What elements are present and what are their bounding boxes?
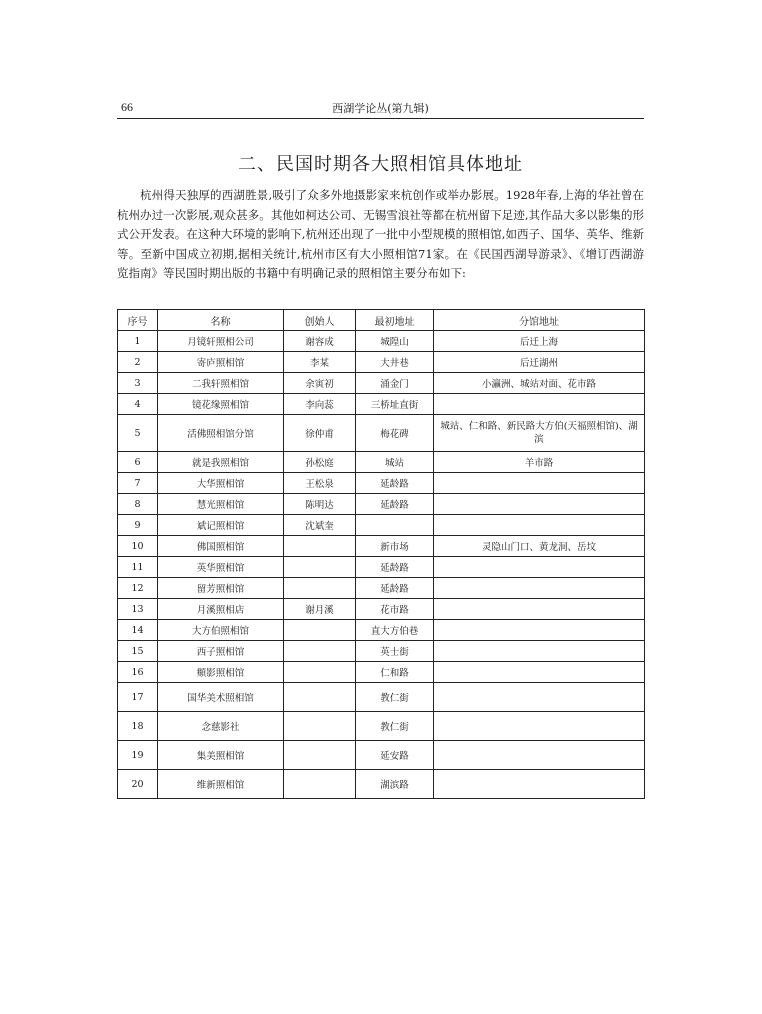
cell-branch-address: [434, 557, 645, 578]
cell-founder: 余寅初: [284, 373, 356, 394]
cell-founder: 李某: [284, 352, 356, 373]
cell-founder: [284, 641, 356, 662]
body-paragraph-container: [117, 186, 644, 284]
cell-index: 19: [118, 741, 158, 770]
cell-name: 二我轩照相馆: [158, 373, 284, 394]
cell-branch-address: [434, 494, 645, 515]
cell-branch-address: [434, 515, 645, 536]
header-name: 名称: [158, 310, 284, 331]
cell-original-address: 城站: [356, 452, 434, 473]
table-row: [118, 452, 645, 473]
cell-name: 大华照相馆: [158, 473, 284, 494]
cell-index: 9: [118, 515, 158, 536]
header-index: 序号: [118, 310, 158, 331]
cell-branch-address: 后迁湖州: [434, 352, 645, 373]
header-original-address: 最初地址: [356, 310, 434, 331]
cell-original-address: 花市路: [356, 599, 434, 620]
table-row: [118, 599, 645, 620]
table-row: [118, 494, 645, 515]
table-row: [118, 394, 645, 415]
running-title: 西湖学论丛(第九辑): [332, 102, 429, 115]
cell-original-address: 延龄路: [356, 473, 434, 494]
table-row: [118, 770, 645, 799]
studio-address-table: [117, 309, 645, 799]
cell-original-address: 延龄路: [356, 494, 434, 515]
cell-index: 7: [118, 473, 158, 494]
cell-name: 月镜轩照相公司: [158, 331, 284, 352]
cell-founder: 徐仲甫: [284, 415, 356, 452]
table-row: [118, 331, 645, 352]
cell-original-address: 涌金门: [356, 373, 434, 394]
cell-index: 20: [118, 770, 158, 799]
table-row: [118, 473, 645, 494]
cell-name: 佛国照相馆: [158, 536, 284, 557]
cell-branch-address: [434, 712, 645, 741]
cell-name: 大方伯照相馆: [158, 620, 284, 641]
cell-original-address: 教仁街: [356, 712, 434, 741]
cell-index: 8: [118, 494, 158, 515]
cell-founder: [284, 662, 356, 683]
cell-name: 頫影照相馆: [158, 662, 284, 683]
cell-name: 寄庐照相馆: [158, 352, 284, 373]
cell-branch-address: [434, 394, 645, 415]
cell-original-address: 新市场: [356, 536, 434, 557]
cell-name: 就是我照相馆: [158, 452, 284, 473]
cell-original-address: 直大方伯巷: [356, 620, 434, 641]
cell-original-address: 教仁街: [356, 683, 434, 712]
table-row: [118, 578, 645, 599]
cell-branch-address: [434, 599, 645, 620]
cell-name: 国华美术照相馆: [158, 683, 284, 712]
cell-branch-address: [434, 683, 645, 712]
cell-original-address: 延安路: [356, 741, 434, 770]
cell-name: 西子照相馆: [158, 641, 284, 662]
cell-name: 斌记照相馆: [158, 515, 284, 536]
cell-index: 1: [118, 331, 158, 352]
cell-founder: [284, 712, 356, 741]
cell-name: 英华照相馆: [158, 557, 284, 578]
table-row: [118, 741, 645, 770]
cell-original-address: 仁和路: [356, 662, 434, 683]
table-row: [118, 683, 645, 712]
table-header-row: [118, 310, 645, 331]
cell-name: 活佛照相馆分馆: [158, 415, 284, 452]
cell-founder: [284, 578, 356, 599]
cell-original-address: [356, 515, 434, 536]
cell-branch-address: [434, 770, 645, 799]
cell-founder: [284, 770, 356, 799]
cell-branch-address: [434, 741, 645, 770]
cell-founder: 谢月溪: [284, 599, 356, 620]
cell-name: 念慈影社: [158, 712, 284, 741]
cell-branch-address: [434, 662, 645, 683]
table-row: [118, 641, 645, 662]
table-row: [118, 662, 645, 683]
body-paragraph: 杭州得天独厚的西湖胜景,吸引了众多外地摄影家来杭创作或举办影展。1928年春,上海的华社曾在杭州办过一次影展,观众甚多。其他如柯达公司、无锡雪浪社等都在杭州留下足迹,其作品大多以影集的形式公开发表。在这种大环境的影响下,杭州还出现了一批中小型规模的照相馆,如西子、国华、英华、维新等。至新中国成立初期,据相关统计,杭州市区有大小照相馆71家。在《民国西湖导游录》、《增订西湖游览指南》等民国时期出版的书籍中有明确记录的照相馆主要分布如下:: [117, 188, 644, 281]
cell-original-address: 英士街: [356, 641, 434, 662]
cell-index: 11: [118, 557, 158, 578]
cell-index: 17: [118, 683, 158, 712]
cell-original-address: 城隍山: [356, 331, 434, 352]
cell-branch-address: 小瀛洲、城站对面、花市路: [434, 373, 645, 394]
cell-founder: [284, 536, 356, 557]
table-row: [118, 712, 645, 741]
cell-branch-address: [434, 473, 645, 494]
cell-founder: 孙松庭: [284, 452, 356, 473]
cell-founder: 陈明达: [284, 494, 356, 515]
table-row: [118, 373, 645, 394]
cell-branch-address: 羊市路: [434, 452, 645, 473]
cell-index: 5: [118, 415, 158, 452]
cell-founder: [284, 683, 356, 712]
cell-index: 16: [118, 662, 158, 683]
section-title: 二、民国时期各大照相馆具体地址: [238, 154, 523, 175]
page-number: 66: [121, 100, 133, 114]
table-row: [118, 620, 645, 641]
cell-founder: [284, 620, 356, 641]
cell-index: 2: [118, 352, 158, 373]
cell-founder: 谢容成: [284, 331, 356, 352]
cell-original-address: 延龄路: [356, 557, 434, 578]
cell-name: 镜花缘照相馆: [158, 394, 284, 415]
cell-branch-address: 后迁上海: [434, 331, 645, 352]
header-founder: 创始人: [284, 310, 356, 331]
page-header: [117, 96, 644, 119]
cell-index: 10: [118, 536, 158, 557]
cell-index: 3: [118, 373, 158, 394]
cell-branch-address: 城站、仁和路、新民路大方伯(天福照相馆)、湖滨: [434, 415, 645, 452]
cell-original-address: 三桥址直街: [356, 394, 434, 415]
cell-index: 13: [118, 599, 158, 620]
cell-original-address: 湖滨路: [356, 770, 434, 799]
cell-founder: 王松泉: [284, 473, 356, 494]
cell-founder: 李向蕊: [284, 394, 356, 415]
table-row: [118, 536, 645, 557]
cell-original-address: 梅花碑: [356, 415, 434, 452]
cell-name: 慧光照相馆: [158, 494, 284, 515]
cell-branch-address: 灵隐山门口、黄龙洞、岳坟: [434, 536, 645, 557]
header-branch-address: 分馆地址: [434, 310, 645, 331]
cell-name: 月溪照相店: [158, 599, 284, 620]
cell-index: 15: [118, 641, 158, 662]
cell-founder: [284, 557, 356, 578]
cell-founder: [284, 741, 356, 770]
table-row: [118, 557, 645, 578]
table-row: [118, 515, 645, 536]
cell-name: 留芳照相馆: [158, 578, 284, 599]
cell-branch-address: [434, 641, 645, 662]
cell-index: 18: [118, 712, 158, 741]
cell-index: 14: [118, 620, 158, 641]
cell-index: 12: [118, 578, 158, 599]
cell-index: 6: [118, 452, 158, 473]
table-row: [118, 352, 645, 373]
table-row: [118, 415, 645, 452]
cell-index: 4: [118, 394, 158, 415]
cell-founder: 沈斌奎: [284, 515, 356, 536]
cell-original-address: 延龄路: [356, 578, 434, 599]
cell-original-address: 大井巷: [356, 352, 434, 373]
cell-branch-address: [434, 578, 645, 599]
cell-branch-address: [434, 620, 645, 641]
cell-name: 维新照相馆: [158, 770, 284, 799]
cell-name: 集美照相馆: [158, 741, 284, 770]
